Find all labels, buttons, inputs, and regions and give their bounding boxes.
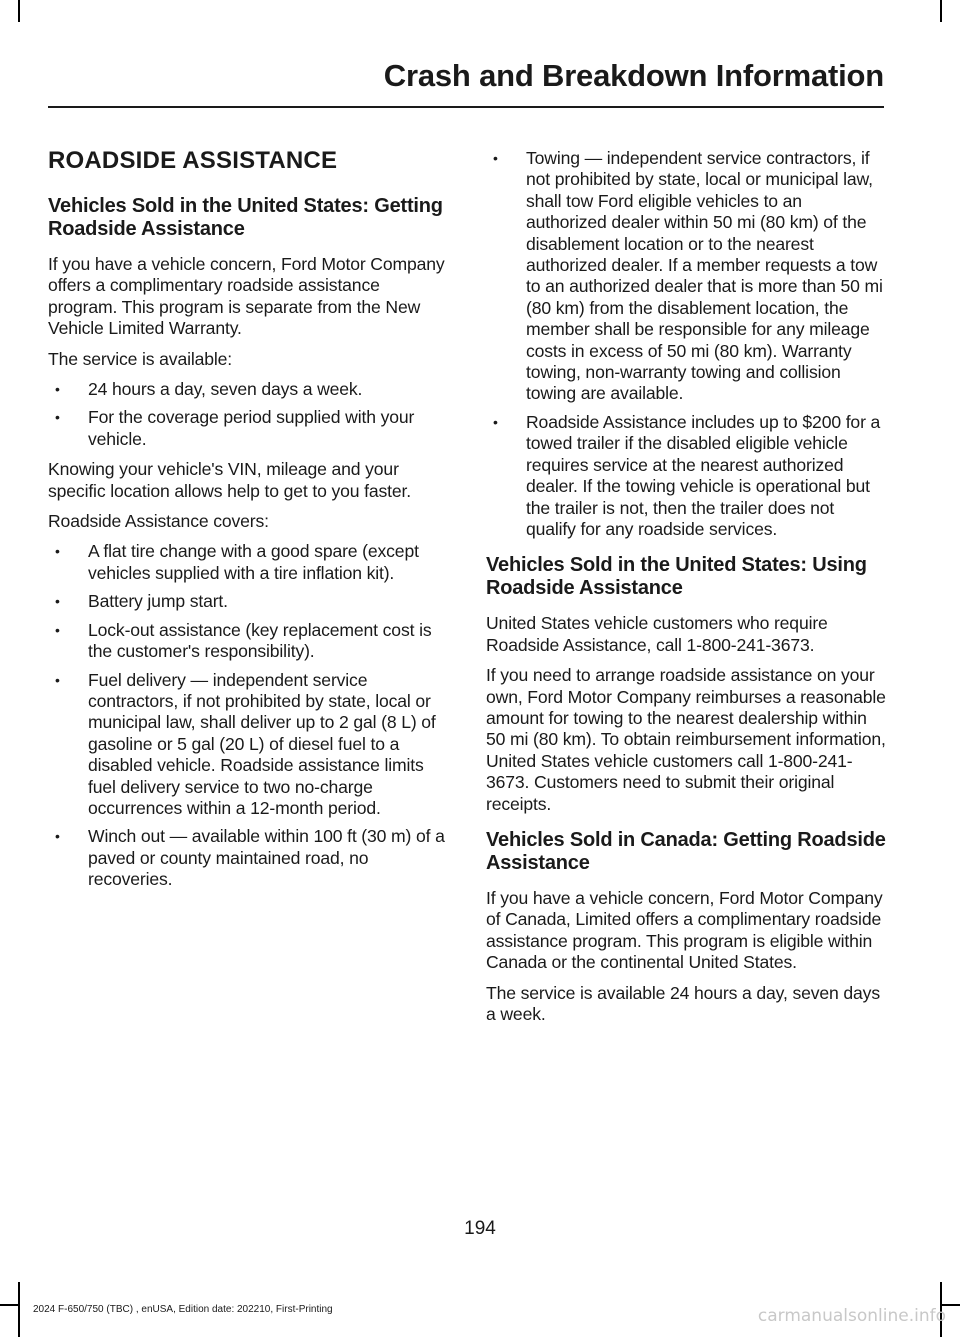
list-item	[48, 407, 448, 450]
availability-list	[48, 379, 448, 450]
list-item-text: Lock-out assistance (key replacement cost is the customer's responsibility).	[88, 619, 432, 662]
covers-list	[48, 541, 448, 890]
bullet-icon: •	[493, 413, 498, 430]
crop-mark-top-right	[940, 0, 942, 22]
crop-mark-top-left	[18, 0, 20, 22]
subsection-title-canada: Vehicles Sold in Canada: Getting Roadside Assistance	[486, 828, 886, 874]
list-item-text: For the coverage period supplied with your vehicle.	[88, 407, 415, 449]
us-using-paragraph-1: United States vehicle customers who require Roadside Assistance, call 1-800-241-3673.	[486, 613, 828, 655]
subsection-title-us-using: Vehicles Sold in the United States: Using Roadside Assistance	[486, 554, 867, 600]
list-item	[48, 826, 448, 890]
bullet-icon: •	[55, 381, 60, 398]
bullet-icon: •	[55, 621, 60, 638]
crop-mark-bottom-left	[0, 1304, 20, 1306]
bullet-icon: •	[55, 671, 60, 688]
section-title: ROADSIDE ASSISTANCE	[48, 147, 338, 174]
canada-paragraph-2: The service is available 24 hours a day, seven days a week.	[486, 982, 880, 1024]
covers-list-continued	[486, 148, 886, 540]
list-item	[486, 412, 886, 540]
list-item-text: 24 hours a day, seven days a week.	[88, 379, 363, 400]
page-header-title: Crash and Breakdown Information	[383, 58, 884, 93]
list-item	[486, 148, 886, 405]
us-using-paragraph-2: If you need to arrange roadside assistance on your own, Ford Motor Company reimburses a reasonable amount for towing to the nearest dealership within 50 mi (80 km). To obtain reimbursement information, United States vehicle customers call 1-800-241-3673. Customers need to submit their original receipts.	[486, 665, 886, 814]
list-item	[48, 541, 448, 584]
bullet-icon: •	[55, 543, 60, 560]
list-item-text: Fuel delivery — independent service contractors, if not prohibited by state, local or municipal law, shall deliver up to 2 gal (8 L) of gasoline or 5 gal (20 L) of diesel fuel to a disabled vehicle. Roadside assistance limits fuel delivery service to two no-charge occurrences within a 12-month period.	[88, 669, 436, 818]
list-item-text: Towing — independent service contractors, if not prohibited by state, local or municipal law, shall tow Ford eligible vehicles to an authorized dealer within 50 mi (80 km) of the disablement location or to the nearest authorized dealer. If a member requests a tow to an authorized dealer that is more than 50 mi (80 km) from the disablement location, the member shall be responsible for any mileage costs in excess of 50 mi (80 km). Warranty towing, non-warranty towing and collision towing are available.	[526, 148, 883, 404]
watermark: carmanualsonline.info	[757, 1306, 946, 1326]
list-item	[48, 591, 448, 612]
list-item-text: Battery jump start.	[88, 591, 228, 612]
knowing-paragraph: Knowing your vehicle's VIN, mileage and your specific location allows help to get to you faster.	[48, 459, 412, 501]
list-item	[48, 620, 448, 663]
left-column	[48, 145, 448, 900]
subsection-title-us-getting: Vehicles Sold in the United States: Getting Roadside Assistance	[48, 195, 443, 240]
list-item	[48, 379, 448, 400]
availability-lead: The service is available:	[48, 348, 232, 369]
crop-mark-bottom-left-v	[18, 1282, 20, 1337]
bullet-icon: •	[55, 409, 60, 426]
edition-footer: 2024 F-650/750 (TBC) , enUSA, Edition date: 202210, First-Printing	[33, 1304, 333, 1315]
bullet-icon: •	[493, 150, 498, 166]
list-item	[48, 670, 448, 820]
page-number: 194	[464, 1218, 496, 1239]
bullet-icon: •	[55, 593, 60, 610]
right-column	[486, 148, 886, 1034]
bullet-icon: •	[55, 828, 60, 845]
header-divider	[48, 106, 884, 108]
list-item-text: Roadside Assistance includes up to $200 for a towed trailer if the disabled eligible vehicle requires service at the nearest authorized dealer. If the towing vehicle is operational but the trailer is not, then the trailer does not qualify for any roadside services.	[526, 411, 881, 539]
list-item-text: A flat tire change with a good spare (except vehicles supplied with a tire inflation kit).	[88, 541, 419, 583]
intro-paragraph: If you have a vehicle concern, Ford Motor Company offers a complimentary roadside assistance program. This program is separate from the New Vehicle Limited Warranty.	[48, 254, 445, 339]
canada-paragraph-1: If you have a vehicle concern, Ford Motor Company of Canada, Limited offers a complimentary roadside assistance program. This program is eligible within Canada or the continental United States.	[486, 887, 883, 973]
covers-lead: Roadside Assistance covers:	[48, 511, 269, 532]
list-item-text: Winch out — available within 100 ft (30 m) of a paved or county maintained road, no recoveries.	[88, 826, 445, 890]
